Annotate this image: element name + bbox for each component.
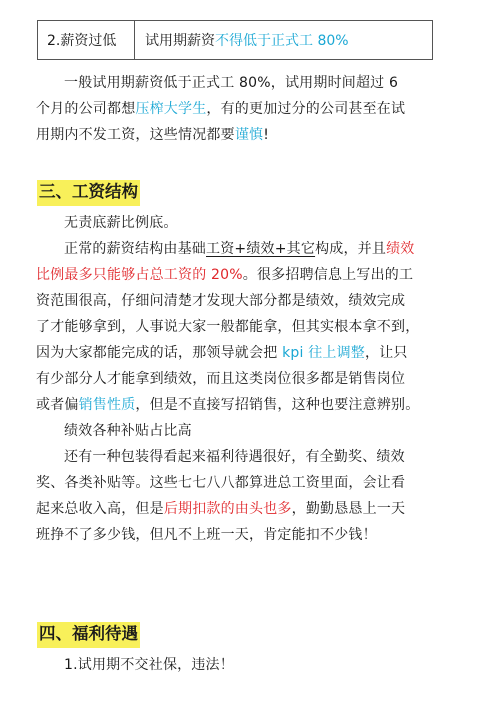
subheading: 绩效各种补贴占比高 [64, 423, 192, 439]
text: 因为大家都能完成的话，那领导就会把 [36, 345, 283, 361]
section-heading-benefits: 四、福利待遇 [37, 622, 140, 648]
para-line: 资范围很高，仔细问清楚才发现大部分都是绩效，绩效完成 [36, 293, 406, 309]
highlight-text: 销售性质 [78, 397, 136, 413]
text: ! [263, 127, 270, 143]
red-text: 后期扣款的由头也多 [163, 501, 292, 517]
text: ，有的更加过分的公司甚至在试 [206, 101, 406, 117]
para-line [36, 236, 456, 262]
salary-table-row [37, 20, 433, 60]
text: 起来总收入高，但是 [36, 501, 164, 517]
text: 个月的公司都想 [36, 101, 136, 117]
para-line: 了才能够拿到，人事说大家一般都能拿，但其实根本拿不到， [36, 319, 420, 335]
underlined-text: 工资+绩效+其它 [206, 241, 316, 257]
text: 正常的薪资结构由基础 [64, 241, 206, 257]
para-line [36, 392, 456, 418]
para-line: 还有一种包装得看起来福利待遇很好，有全勤奖、绩效 [64, 449, 405, 465]
text: ，但是不直接写招销售，这种也要注意辨别。 [135, 397, 420, 413]
highlight-text: 压榨大学生 [135, 101, 207, 117]
table-cell-text: 试用期薪资 [145, 33, 215, 49]
text: ，勤勤恳恳上一天 [291, 501, 406, 517]
para-line [36, 122, 456, 148]
para-line [36, 262, 456, 288]
highlight-text: 谨慎 [234, 127, 264, 143]
para-line: 一般试用期薪资低于正式工 80%，试用期时间超过 6 [64, 75, 399, 91]
section-heading-salary-structure: 三、工资结构 [37, 180, 140, 206]
list-item: 1.试用期不交社保，违法！ [64, 657, 234, 673]
text: 构成，并且 [315, 241, 387, 257]
text: 。很多招聘信息上写出的工 [242, 267, 414, 283]
subheading: 无责底薪比例底。 [64, 215, 178, 231]
table-cell-content [135, 21, 432, 59]
section-salary-structure-body [36, 210, 456, 548]
text: 或者偏 [36, 397, 79, 413]
section-benefits-body [36, 652, 456, 678]
table-cell-highlight: 不得低于正式工 80% [215, 33, 349, 49]
para-line [36, 96, 456, 122]
highlight-text: kpi 往上调整 [282, 345, 365, 361]
para-line: 班挣不了多少钱，但凡不上班一天，肯定能扣不少钱！ [36, 527, 377, 543]
para-line: 奖、各类补贴等。这些七七八八都算进总工资里面，会让看 [36, 475, 406, 491]
red-text: 绩效 [386, 241, 415, 257]
table-cell-title: 2.薪资过低 [38, 21, 135, 59]
para-line [36, 496, 456, 522]
para-line: 有少部分人才能拿到绩效，而且这类岗位很多都是销售岗位 [36, 371, 406, 387]
text: 用期内不发工资，这些情况都要 [36, 127, 235, 143]
paragraph-trial-salary [36, 70, 456, 148]
text: ，让只 [365, 345, 408, 361]
para-line [36, 340, 456, 366]
red-text: 比例最多只能够占总工资的 20% [36, 267, 243, 283]
